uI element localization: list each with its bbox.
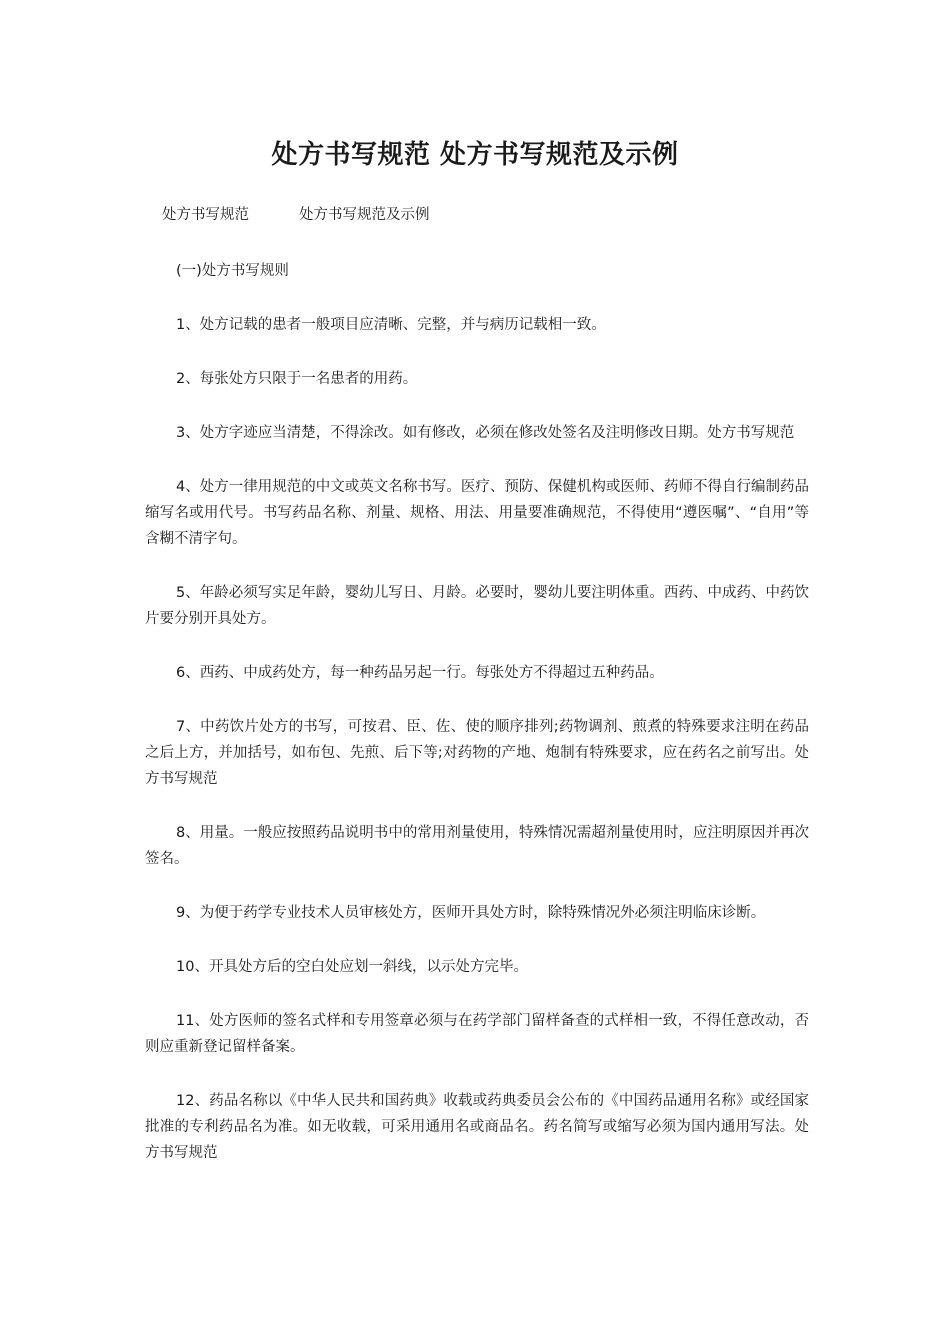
paragraph: 4、处方一律用规范的中文或英文名称书写。医疗、预防、保健机构或医师、药师不得自行编制药品缩写名或用代号。书写药品名称、剂量、规格、用法、用量要准确规范，不得使用“遵医嘱”、“自用”等含糊不清字句。 xyxy=(145,479,809,547)
paragraph: 10、开具处方后的空白处应划一斜线，以示处方完毕。 xyxy=(176,959,528,975)
paragraph: 2、每张处方只限于一名患者的用药。 xyxy=(176,371,418,387)
document-subtitle xyxy=(162,203,430,224)
subtitle-left: 处方书写规范 xyxy=(162,207,249,223)
document-body xyxy=(145,258,809,1194)
paragraph: 8、用量。一般应按照药品说明书中的常用剂量使用，特殊情况需超剂量使用时，应注明原因并再次签名。 xyxy=(145,825,809,867)
paragraph: 3、处方字迹应当清楚，不得涂改。如有修改，必须在修改处签名及注明修改日期。处方书写规范 xyxy=(176,425,795,441)
paragraph: 9、为便于药学专业技术人员审核处方，医师开具处方时，除特殊情况外必须注明临床诊断。 xyxy=(176,905,766,921)
paragraph: (一)处方书写规则 xyxy=(176,263,289,279)
paragraph: 6、西药、中成药处方，每一种药品另起一行。每张处方不得超过五种药品。 xyxy=(176,665,664,681)
paragraph: 12、药品名称以《中华人民共和国药典》收载或药典委员会公布的《中国药品通用名称》或经国家批准的专利药品名为准。如无收载，可采用通用名或商品名。药名简写或缩写必须为国内通用写法。处方书写规范 xyxy=(145,1093,809,1161)
subtitle-right: 处方书写规范及示例 xyxy=(299,207,430,223)
paragraph: 1、处方记载的患者一般项目应清晰、完整，并与病历记载相一致。 xyxy=(176,317,606,333)
paragraph: 11、处方医师的签名式样和专用签章必须与在药学部门留样备查的式样相一致，不得任意改动，否则应重新登记留样备案。 xyxy=(145,1013,809,1055)
document-title: 处方书写规范 处方书写规范及示例 xyxy=(271,140,679,170)
paragraph: 5、年龄必须写实足年龄，婴幼儿写日、月龄。必要时，婴幼儿要注明体重。西药、中成药、中药饮片要分别开具处方。 xyxy=(145,585,809,627)
paragraph: 7、中药饮片处方的书写，可按君、臣、佐、使的顺序排列;药物调剂、煎煮的特殊要求注明在药品之后上方，并加括号，如布包、先煎、后下等;对药物的产地、炮制有特殊要求，应在药名之前写出。处方书写规范 xyxy=(145,719,809,787)
